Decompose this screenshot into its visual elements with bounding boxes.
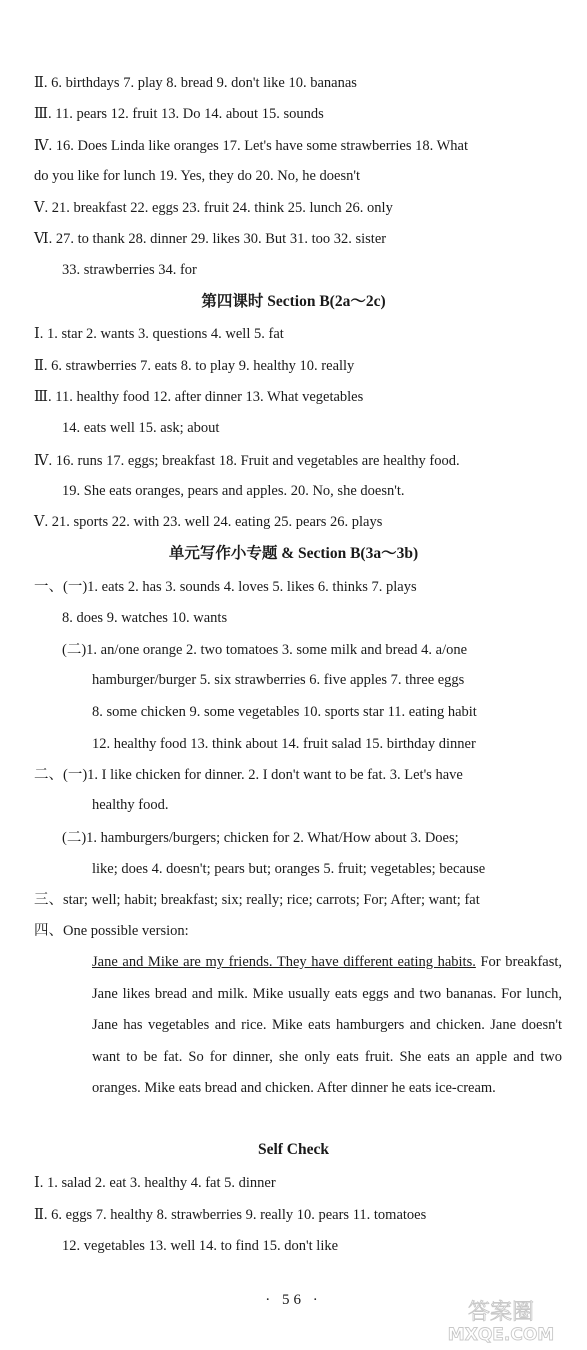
answer-line: 二、(一)1. I like chicken for dinner. 2. I don't want to be fat. 3. Let's have: [34, 767, 463, 783]
answer-line: 12. healthy food 13. think about 14. fruit salad 15. birthday dinner: [92, 736, 476, 752]
answer-line: 19. She eats oranges, pears and apples. 20. No, she doesn't.: [62, 483, 405, 499]
watermark-logo: [421, 1295, 581, 1345]
answer-line: Ⅴ. 21. sports 22. with 23. well 24. eating 25. pears 26. plays: [34, 514, 383, 530]
answer-line: Ⅰ. 1. star 2. wants 3. questions 4. well 5. fat: [34, 326, 284, 342]
answer-line: Ⅱ. 6. strawberries 7. eats 8. to play 9. healthy 10. really: [34, 358, 355, 374]
section-heading: Self Check: [257, 1141, 330, 1158]
answer-line: Ⅰ. 1. salad 2. eat 3. healthy 4. fat 5. dinner: [34, 1175, 276, 1191]
answer-line: Ⅱ. 6. eggs 7. healthy 8. strawberries 9. really 10. pears 11. tomatoes: [34, 1207, 427, 1223]
answer-line: Ⅲ. 11. healthy food 12. after dinner 13. What vegetables: [34, 389, 364, 405]
answer-line: Ⅵ. 27. to thank 28. dinner 29. likes 30. But 31. too 32. sister: [34, 231, 387, 247]
answer-line: Ⅲ. 11. pears 12. fruit 13. Do 14. about 15. sounds: [34, 106, 324, 122]
answer-line: Ⅳ. 16. Does Linda like oranges 17. Let's have some strawberries 18. What: [34, 138, 468, 154]
answer-line: 四、One possible version:: [34, 923, 189, 939]
answer-line: (二)1. hamburgers/burgers; chicken for 2. What/How about 3. Does;: [62, 830, 459, 846]
answer-line: 8. some chicken 9. some vegetables 10. sports star 11. eating habit: [92, 704, 477, 720]
answer-line: 一、(一)1. eats 2. has 3. sounds 4. loves 5. likes 6. thinks 7. plays: [34, 579, 417, 595]
model-essay: [92, 947, 562, 1105]
watermark-top: 答案圈: [467, 1300, 535, 1325]
essay-body: For breakfast, Jane likes bread and milk. Mike usually eats eggs and two bananas. For lunch, Jane has vegetables and rice. Mike eats hamburgers and chicken. Jane doesn't want to be fat. So for dinner, she only eats fruit. She eats an apple and two oranges. Mike eats bread and chicken. After dinner he eats ice-cream.: [92, 954, 563, 1096]
answer-line: 三、star; well; habit; breakfast; six; really; rice; carrots; For; After; want; fat: [34, 892, 480, 908]
watermark-bottom: MXQE.COM: [447, 1325, 555, 1345]
answer-line: 12. vegetables 13. well 14. to find 15. don't like: [62, 1238, 339, 1254]
answer-line: hamburger/burger 5. six strawberries 6. five apples 7. three eggs: [92, 672, 465, 688]
essay-topic-sentence: Jane and Mike are my friends. They have different eating habits.: [92, 954, 476, 970]
section-heading: 第四课时 Section B(2a～2c): [201, 293, 386, 310]
answer-line: like; does 4. doesn't; pears but; oranges 5. fruit; vegetables; because: [92, 861, 486, 877]
answer-line: do you like for lunch 19. Yes, they do 20. No, he doesn't: [34, 168, 361, 184]
answer-line: 33. strawberries 34. for: [62, 262, 197, 278]
answer-line: Ⅳ. 16. runs 17. eggs; breakfast 18. Fruit and vegetables are healthy food.: [34, 453, 460, 469]
answer-line: Ⅱ. 6. birthdays 7. play 8. bread 9. don't like 10. bananas: [34, 75, 357, 91]
page-number: · 56 ·: [265, 1292, 322, 1308]
section-heading: 单元写作小专题 & Section B(3a～3b): [168, 545, 419, 562]
answer-line: healthy food.: [92, 797, 169, 813]
answer-line: (二)1. an/one orange 2. two tomatoes 3. some milk and bread 4. a/one: [62, 642, 468, 658]
answer-line: 14. eats well 15. ask; about: [62, 420, 220, 436]
answer-line: 8. does 9. watches 10. wants: [62, 610, 228, 626]
answer-line: Ⅴ. 21. breakfast 22. eggs 23. fruit 24. think 25. lunch 26. only: [34, 200, 393, 216]
